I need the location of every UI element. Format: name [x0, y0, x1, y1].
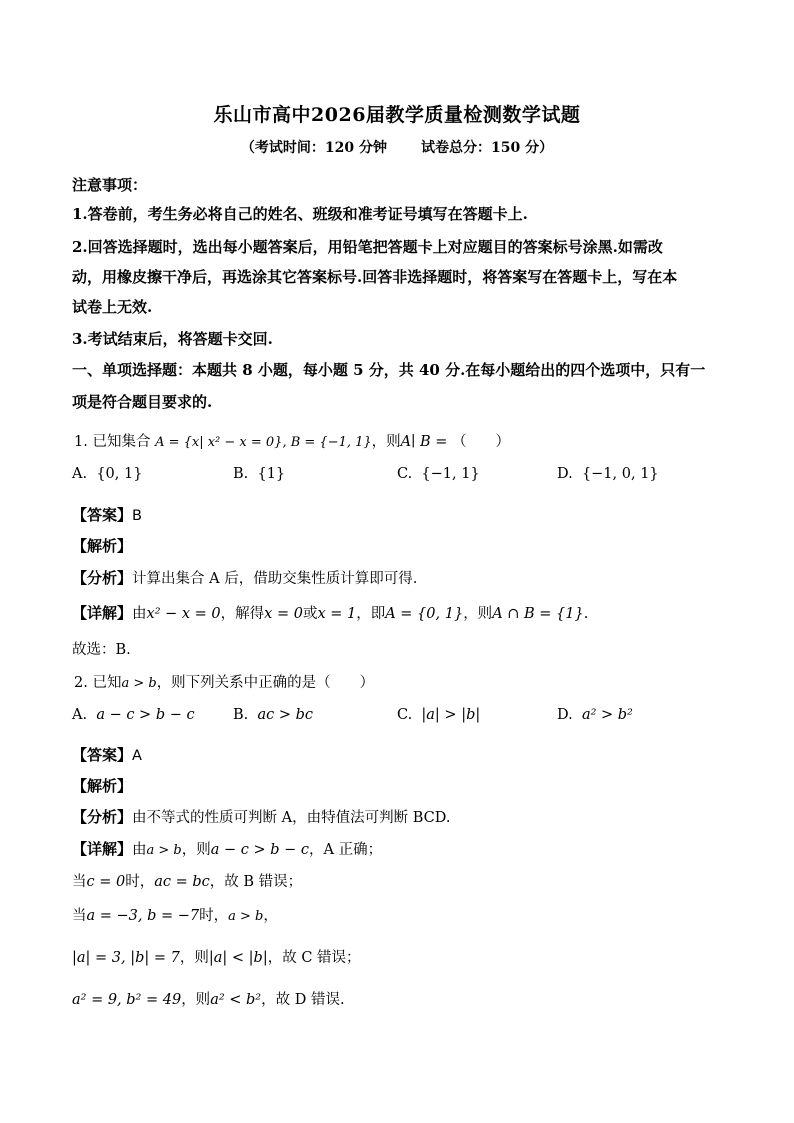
q2-solution-line-2: 当c = 0时，ac = bc，故 B 错误； — [72, 874, 303, 890]
q1-option-a: A. {0, 1} — [72, 466, 143, 482]
q1-answer: 【答案】B — [72, 506, 142, 524]
q1-option-b: B. {1} — [233, 466, 286, 482]
q2-analysis-summary: 【分析】由不等式的性质可判断 A，由特值法可判断 BCD. — [72, 808, 451, 826]
q1-option-c: C. {−1, 1} — [397, 466, 480, 482]
q2-detailed-solution: 【详解】由a > b，则a − c > b − c，A 正确； — [72, 840, 383, 858]
notice-item-3: 3.考试结束后，将答题卡交回. — [72, 330, 273, 348]
q2-answer: 【答案】A — [72, 746, 142, 764]
q2-option-a: A. a − c > b − c — [72, 707, 195, 723]
q1-expression: A∣ B — [400, 434, 431, 450]
q2-option-c: C. |a| > |b| — [397, 707, 481, 723]
q1-stem: 1. 已知集合 A = {x| x² − x = 0}, B = {−1, 1}，则A∣ B = （ ） — [74, 434, 511, 450]
notice-item-2-line-3: 试卷上无效. — [72, 298, 153, 316]
q2-solution-line-4: |a| = 3, |b| = 7，则|a| < |b|，故 C 错误； — [72, 950, 361, 966]
q2-stem: 2. 已知a > b，则下列关系中正确的是（ ） — [74, 675, 375, 691]
q2-solution-line-3: 当a = −3, b = −7时，a > b， — [72, 908, 278, 924]
q1-analysis-summary: 【分析】计算出集合 A 后，借助交集性质计算即可得. — [72, 569, 418, 587]
notice-item-2-line-2: 动，用橡皮擦干净后，再选涂其它答案标号.回答非选择题时，将答案写在答题卡上，写在本 — [72, 268, 678, 286]
exam-time: （考试时间：120 分钟 — [240, 140, 387, 156]
q2-solution-line-5: a² = 9, b² = 49，则a² < b²，故 D 错误. — [72, 992, 345, 1008]
q1-analysis-heading: 【解析】 — [72, 537, 133, 555]
section-1-heading-line-1: 一、单项选择题：本题共 8 小题，每小题 5 分，共 40 分.在每小题给出的四个选项中，只有一 — [72, 361, 706, 379]
notice-item-2-line-1: 2.回答选择题时，选出每小题答案后，用铅笔把答题卡上对应题目的答案标号涂黑.如需改 — [72, 238, 663, 256]
q1-choice: 故选：B. — [72, 642, 131, 658]
exam-total-score: 试卷总分：150 分） — [421, 140, 554, 156]
q2-option-b: B. ac > bc — [233, 707, 314, 723]
notice-heading: 注意事项： — [72, 176, 148, 194]
notice-item-1: 1.答卷前，考生务必将自己的姓名、班级和准考证号填写在答题卡上. — [72, 205, 528, 223]
page-title: 乐山市高中2026届教学质量检测数学试题 — [213, 104, 581, 126]
q1-option-d: D. {−1, 0, 1} — [557, 466, 659, 482]
q1-detailed-solution: 【详解】由x² − x = 0，解得x = 0或x = 1，即A = {0, 1}，则A ∩ B = {1}. — [72, 604, 589, 622]
q1-set-definition: A = {x| x² − x = 0}, B = {−1, 1} — [155, 435, 372, 450]
q2-analysis-heading: 【解析】 — [72, 777, 133, 795]
exam-info — [0, 137, 794, 157]
q2-option-d: D. a² > b² — [557, 707, 633, 723]
section-1-heading-line-2: 项是符合题目要求的. — [72, 393, 213, 411]
